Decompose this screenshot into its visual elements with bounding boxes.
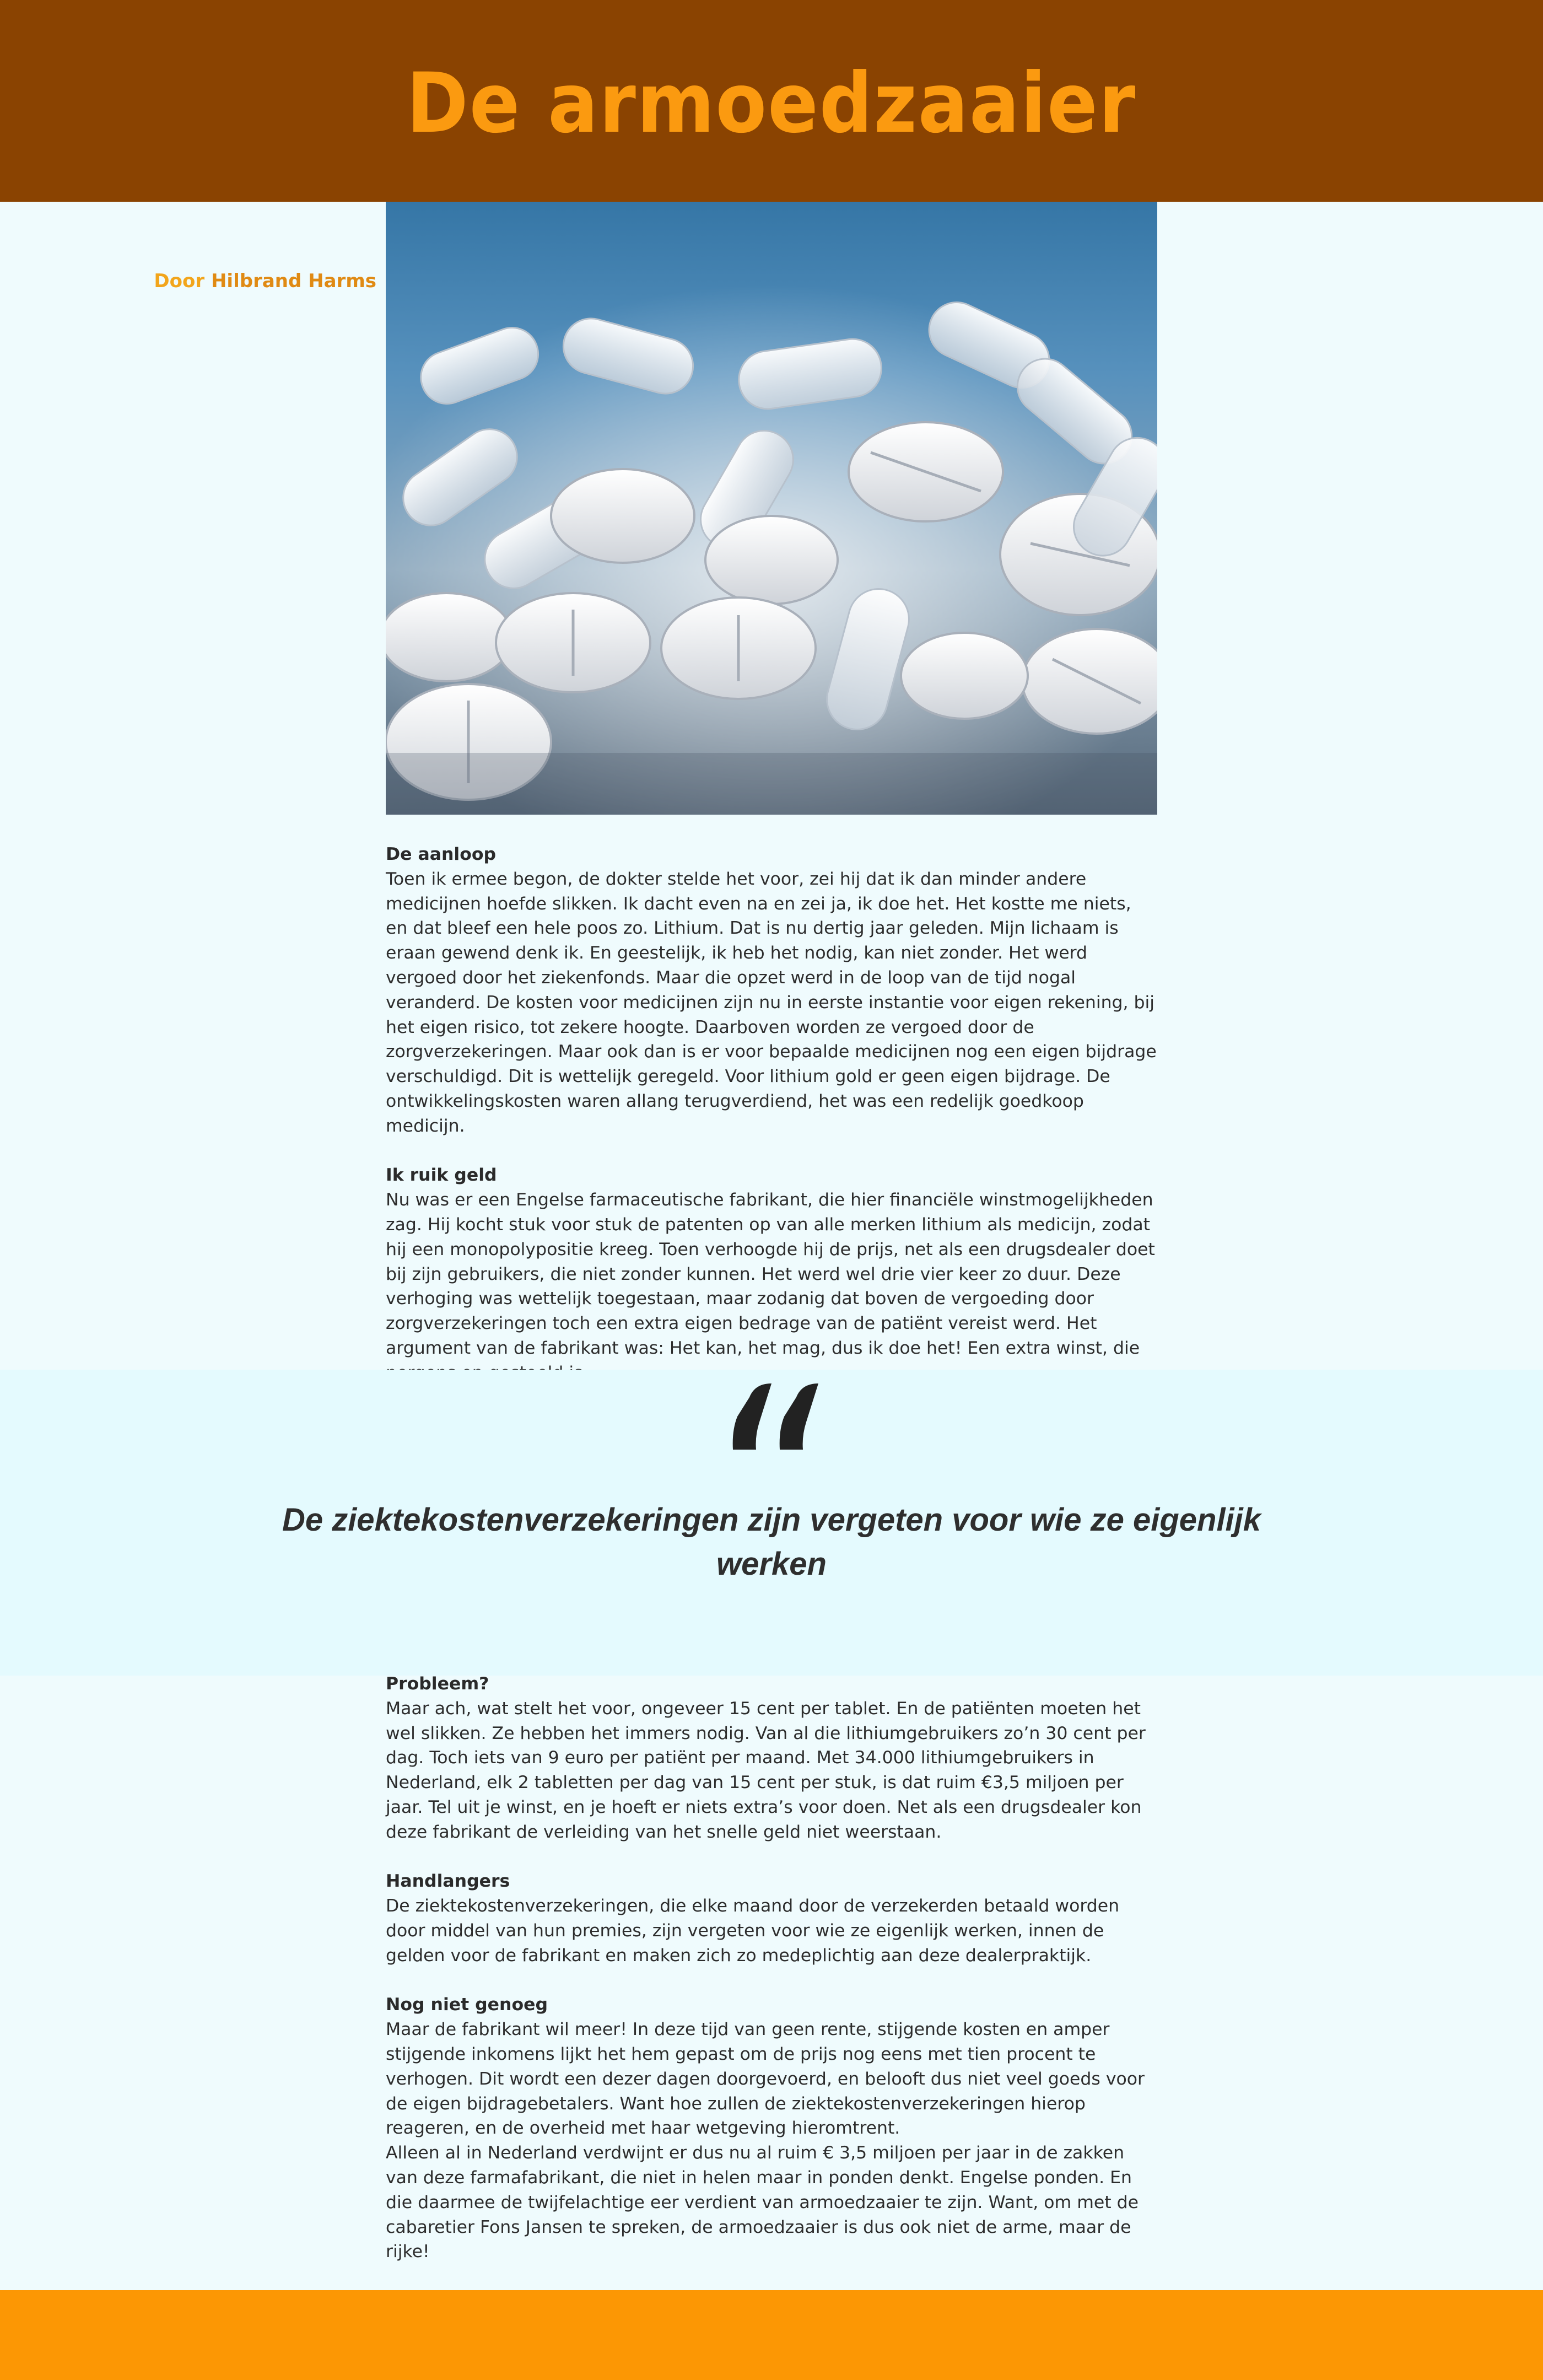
section-text: Maar de fabrikant wil meer! In deze tijd van geen rente, stijgende kosten en amper stijgende inkomens lijkt het hem gepast om de prijs nog eens met tien procent te verhogen. Dit wordt een dezer dagen doorgevoerd, en belooft dus niet veel goeds voor de eigen bijdragebetalers. Want hoe zullen de ziektekostenverzekeringen hierop reageren, en de overheid met haar wetgeving hieromtrent.	[386, 2020, 1145, 2139]
pills-photo	[386, 202, 1157, 815]
section-text: Nu was er een Engelse farmaceutische fabrikant, die hier financiële winstmogelijkheden zag. Hij kocht stuk voor stuk de patenten op van alle merken lithium als medicijn, zodat hij een monopolypositie kreeg. Toen verhoogde hij de prijs, net als een drugsdealer doet bij zijn gebruikers, die niet zonder kunnen. Het werd wel drie vier keer zo duur. Deze verhoging was wettelijk toegestaan, maar zodanig dat boven de vergoeding door zorgverzekeringen toch een extra eigen bedrage van de patiënt vereist werd. Het argument van de fabrikant was: Het kan, het mag, dus ik doe het! Een extra winst, die	[386, 1190, 1155, 1358]
author-name[interactable]: Hilbrand Harms	[211, 270, 376, 292]
pullquote-text: De ziektekostenverzekeringen zijn vergeten voor wie ze eigenlijk werken	[282, 1502, 1261, 1582]
section-heading: Handlangers	[386, 1871, 510, 1892]
article-body-top	[386, 842, 1157, 1386]
site-footer	[0, 2290, 1543, 2380]
section-de-aanloop	[386, 842, 1157, 1139]
section-nog-niet-genoeg	[386, 1993, 1157, 2264]
section-text: De ziektekostenverzekeringen, die elke maand door de verzekerden betaald worden door middel van hun premies, zijn vergeten voor wie ze eigenlijk werken, innen de gelden voor de fabrikant en maken zich zo medeplichtig aan deze dealerpraktijk.	[386, 1896, 1120, 1966]
quotation-mark-icon	[716, 1378, 827, 1477]
section-heading: Probleem?	[386, 1674, 489, 1694]
section-heading: Nog niet genoeg	[386, 1995, 548, 2015]
section-ik-ruik-geld	[386, 1163, 1157, 1385]
section-probleem	[386, 1672, 1157, 1845]
section-heading: De aanloop	[386, 844, 497, 864]
section-heading: Ik ruik geld	[386, 1165, 497, 1186]
author-byline	[154, 270, 376, 292]
article-body-bottom	[386, 1672, 1157, 2264]
section-text: Toen ik ermee begon, de dokter stelde het voor, zei hij dat ik dan minder andere medicijnen hoefde slikken. Ik dacht even na en zei ja, ik doe het. Het kostte me niets, en dat bleef een hele poos zo. Lithium. Dat is nu dertig jaar geleden. Mijn lichaam is eraan gewend denk ik. En geestelijk, ik heb het nodig, kan niet zonder. Het werd vergoed door het ziekenfonds. Maar die opzet werd in de loop van de tijd nogal veranderd. De kosten voor medicijnen zijn nu in eerste instantie voor eigen rekening, bij het eigen risico, tot zekere hoogte. Daarboven worden ze vergoed door de zorgverzekeringen. Maar ook dan is er voor bepaalde medicijnen nog een eigen bijdrage verschuldigd. Dit is wettelijk geregeld. Voor lithium gold er geen eigen bijdrage. De ontwikkelingskosten waren allang terugverdiend, het was een redelijk goedkoop medicijn.	[386, 869, 1157, 1136]
site-header	[0, 0, 1543, 202]
page-title: De armoedzaaier	[406, 56, 1137, 152]
author-prefix: Door	[154, 270, 205, 292]
section-text: Maar ach, wat stelt het voor, ongeveer 15 cent per tablet. En de patiënten moeten het wel slikken. Ze hebben het immers nodig. Van al die lithiumgebruikers zo’n 30 cent per dag. Toch iets van 9 euro per patiënt per maand. Met 34.000 lithiumgebruikers in Nederland, elk 2 tabletten per dag van 15 cent per stuk, is dat ruim €3,5 miljoen per jaar. Tel uit je winst, en je hoeft er niets extra’s voor doen. Net als een drugsdealer kon deze fabrikant de verleiding van het snelle geld niet weerstaan.	[386, 1698, 1146, 1842]
section-text-continued: Alleen al in Nederland verdwijnt er dus nu al ruim € 3,5 miljoen per jaar in de zakken van deze farmafabrikant, die niet in helen maar in ponden denkt. Engelse ponden. En die daarmee de twijfelachtige eer verdient van armoedzaaier te zijn. Want, om met de cabaretier Fons Jansen te spreken, de armoedzaaier is dus ook niet de arme, maar de rijke!	[386, 2143, 1139, 2262]
section-handlangers	[386, 1869, 1157, 1968]
